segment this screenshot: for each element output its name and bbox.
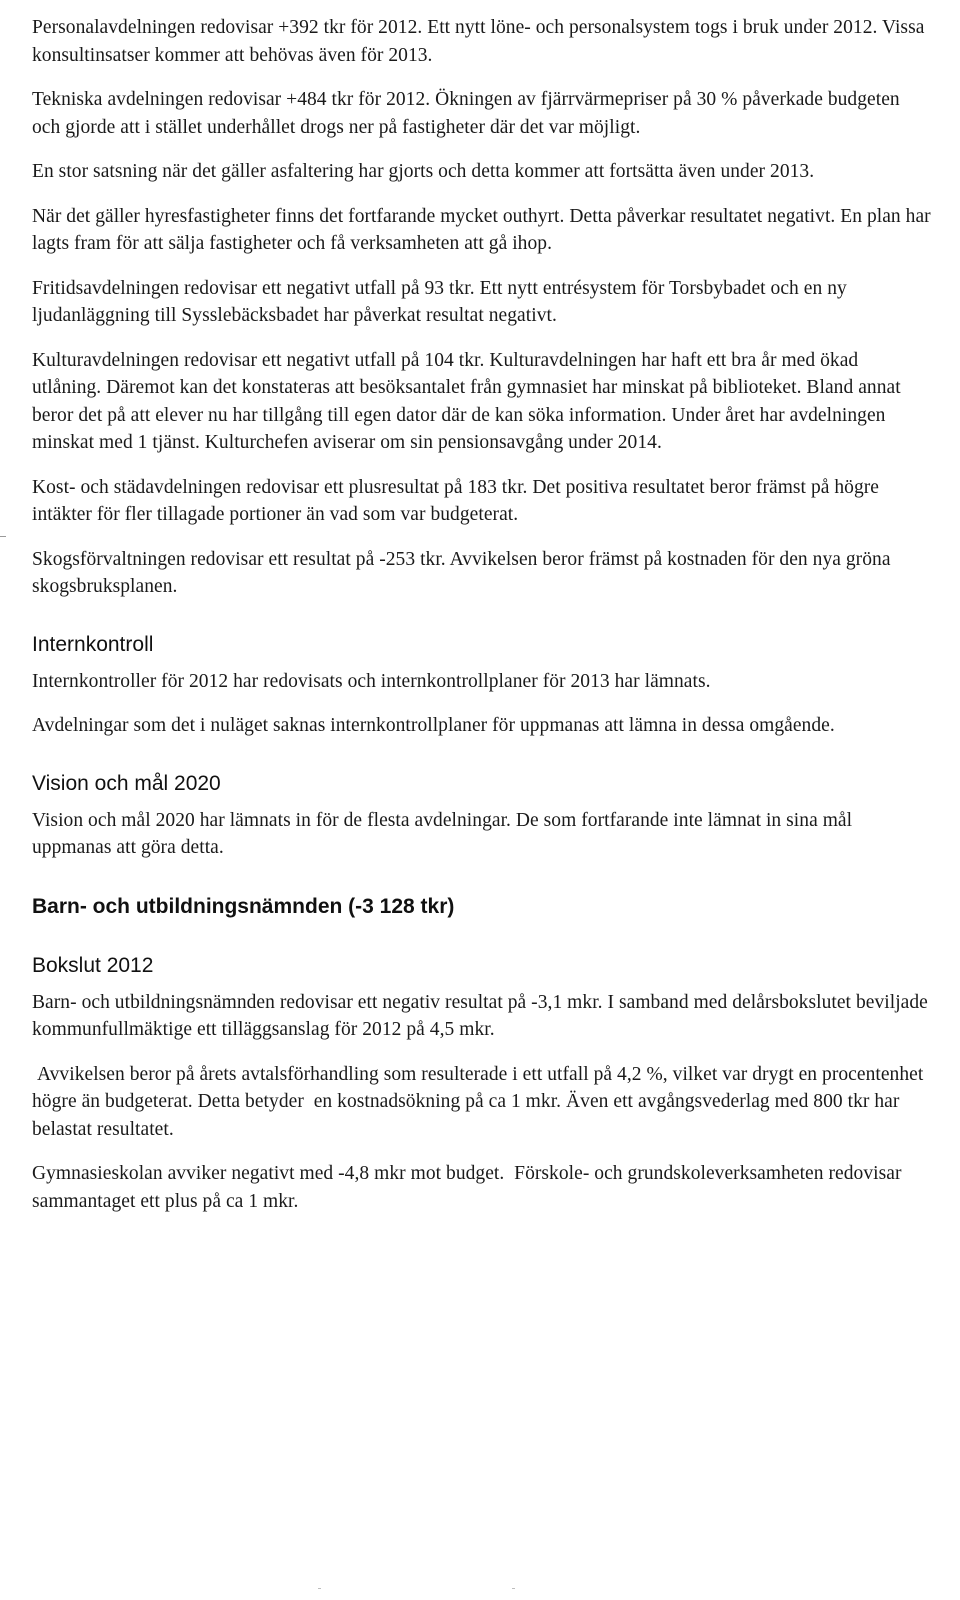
paragraph-kost-stadavdelningen: Kost- och städavdelningen redovisar ett plusresultat på 183 tkr. Det positiva resultatet beror främst på högre intäkter för fler tillagade portioner än vad som var budgeterat.	[32, 476, 880, 525]
paragraph-hyresfastigheter: När det gäller hyresfastigheter finns det fortfarande mycket outhyrt. Detta påverkar resultatet negativt. En plan har lagts fram för att sälja fastigheter och få verksamheten att gå ihop.	[32, 205, 931, 254]
paragraph-skogsforvaltningen: Skogsförvaltningen redovisar ett resultat på -253 tkr. Avvikelsen beror främst på kostnaden för den nya gröna skogsbruksplanen.	[32, 548, 891, 597]
scan-speck	[512, 1588, 515, 1589]
paragraph-bun-avvikelse: Avvikelsen beror på årets avtalsförhandling som resulterade i ett utfall på 4,2 %, vilket var drygt en procentenhet högre än budgeterat. Detta betyder en kostnadsökning på ca 1 mkr. Även ett avgångsvederlag med 800 tkr har belastat resultatet.	[32, 1063, 929, 1140]
paragraph-tekniska-avdelningen: Tekniska avdelningen redovisar +484 tkr för 2012. Ökningen av fjärrvärmepriser på 30 % påverkade budgeten och gjorde att i stället underhållet drogs ner på fastigheter där det var möjligt.	[32, 89, 900, 138]
paragraph-bun-resultat: Barn- och utbildningsnämnden redovisar ett negativ resultat på -3,1 mkr. I samband med delårsbokslutet beviljade kommunfullmäktige ett tilläggsanslag för 2012 på 4,5 mkr.	[32, 991, 928, 1040]
paragraph-bun-gymnasieskolan: Gymnasieskolan avviker negativt med -4,8 mkr mot budget. Förskole- och grundskoleverksamheten redovisar sammantaget ett plus på ca 1 mkr.	[32, 1163, 907, 1212]
paragraph-internkontroll-1: Internkontroller för 2012 har redovisats och internkontrollplaner för 2013 har lämnats.	[32, 670, 711, 692]
paragraph-kulturavdelningen: Kulturavdelningen redovisar ett negativt utfall på 104 tkr. Kulturavdelningen har haft ett bra år med ökad utlåning. Däremot kan det konstateras att besöksantalet från gymnasiet har minskat på biblioteket. Bland annat beror det på att elever nu har tillgång till egen dator där de kan söka information. Under året har avdelningen minskat med 1 tjänst. Kulturchefen aviserar om sin pensionsavgång under 2014.	[32, 349, 901, 453]
heading-internkontroll: Internkontroll	[32, 632, 154, 656]
document-body	[32, 14, 932, 1232]
paragraph-asfaltering: En stor satsning när det gäller asfaltering har gjorts och detta kommer att fortsätta även under 2013.	[32, 161, 815, 182]
scan-speck	[318, 1588, 321, 1589]
paragraph-personalavdelningen: Personalavdelningen redovisar +392 tkr för 2012. Ett nytt löne- och personalsystem togs i bruk under 2012. Vissa konsultinsatser kommer att behövas även för 2013.	[32, 17, 925, 66]
heading-vision-mal: Vision och mål 2020	[32, 771, 221, 795]
heading-barn-utbildningsnamnden: Barn- och utbildningsnämnden (-3 128 tkr)	[32, 894, 455, 918]
margin-mark	[0, 536, 6, 537]
paragraph-vision-mal: Vision och mål 2020 har lämnats in för de flesta avdelningar. De som fortfarande inte lämnat in sina mål uppmanas att göra detta.	[32, 809, 853, 858]
paragraph-fritidsavdelningen: Fritidsavdelningen redovisar ett negativt utfall på 93 tkr. Ett nytt entrésystem för Torsbybadet och en ny ljudanläggning till Sysslebäcksbadet har påverkat resultat negativt.	[32, 277, 847, 326]
heading-bokslut-2012: Bokslut 2012	[32, 953, 154, 977]
paragraph-internkontroll-2: Avdelningar som det i nuläget saknas internkontrollplaner för uppmanas att lämna in dessa omgående.	[32, 715, 835, 736]
